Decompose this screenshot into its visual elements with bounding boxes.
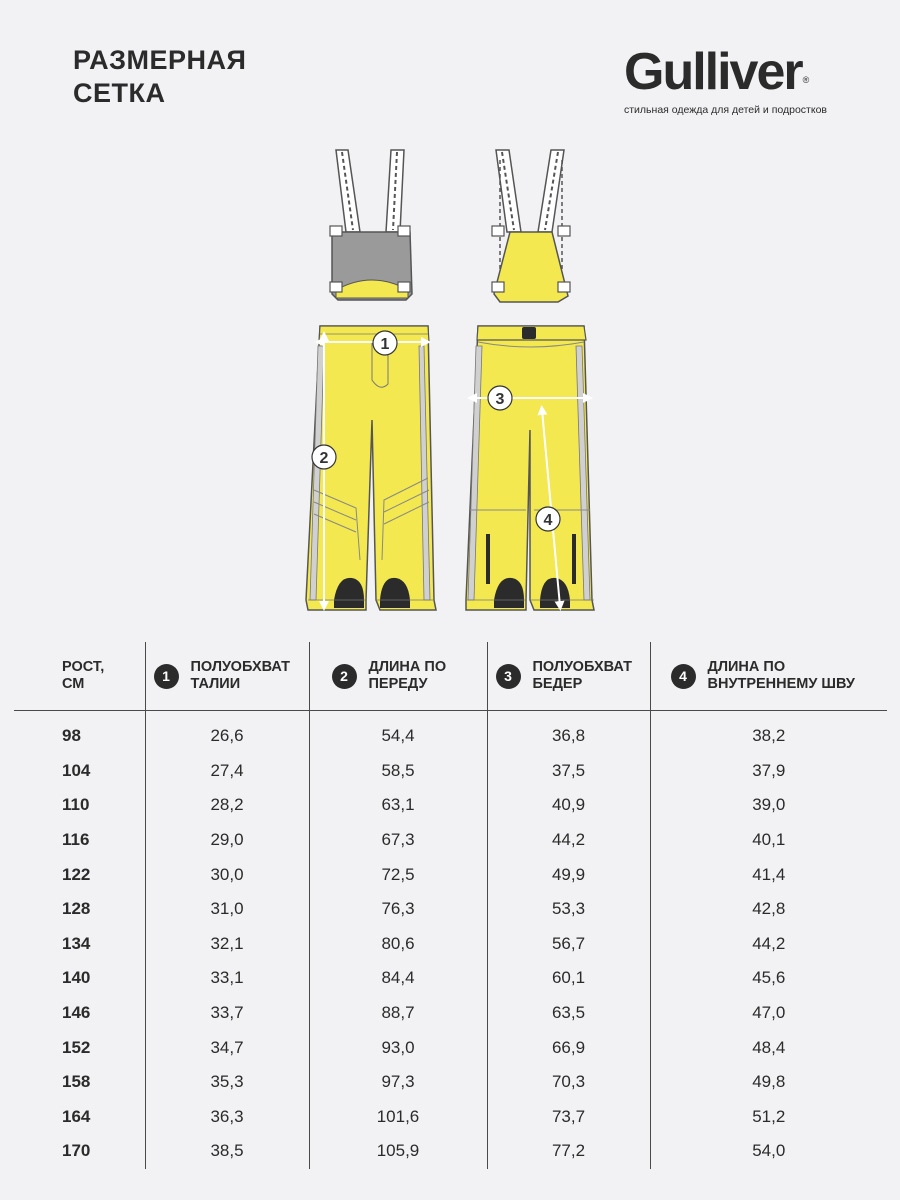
- front-length-cell: 84,4: [309, 961, 487, 996]
- table-row: [14, 1030, 887, 1065]
- front-length-cell: 58,5: [309, 754, 487, 789]
- inseam-cell: 38,2: [650, 711, 887, 754]
- inseam-cell: 40,1: [650, 823, 887, 858]
- height-cell: 134: [62, 933, 91, 953]
- header-hips-line1: ПОЛУОБХВАТ: [532, 659, 633, 675]
- front-length-cell: 97,3: [309, 1065, 487, 1100]
- front-length-cell: 76,3: [309, 892, 487, 927]
- header-inseam-number: 4: [671, 664, 696, 689]
- front-length-cell: 67,3: [309, 823, 487, 858]
- waist-cell: 30,0: [145, 857, 309, 892]
- back-bib: [494, 232, 568, 302]
- hips-cell: 70,3: [487, 1065, 650, 1100]
- size-table-body: [14, 711, 887, 1169]
- marker-3: 3: [495, 391, 505, 408]
- height-cell: 98: [62, 726, 81, 746]
- inseam-cell: 44,2: [650, 927, 887, 962]
- header-hips-line2: БЕДЕР: [532, 676, 583, 692]
- waist-cell: 31,0: [145, 892, 309, 927]
- inseam-cell: 49,8: [650, 1065, 887, 1100]
- page-title-line2: СЕТКА: [73, 78, 166, 108]
- back-view: [466, 150, 594, 610]
- waist-cell: 38,5: [145, 1134, 309, 1169]
- front-length-cell: 80,6: [309, 927, 487, 962]
- size-table-header: [14, 642, 887, 711]
- waist-cell: 33,1: [145, 961, 309, 996]
- waist-cell: 28,2: [145, 788, 309, 823]
- height-cell: 110: [62, 795, 90, 815]
- table-row: [14, 711, 887, 754]
- header-front-length: [309, 642, 487, 711]
- inseam-cell: 39,0: [650, 788, 887, 823]
- front-length-cell: 93,0: [309, 1030, 487, 1065]
- waist-cell: 36,3: [145, 1100, 309, 1135]
- header-height-line2: СМ: [62, 676, 85, 692]
- hips-cell: 73,7: [487, 1100, 650, 1135]
- header-front-length-line2: ПЕРЕДУ: [368, 676, 428, 692]
- hips-cell: 66,9: [487, 1030, 650, 1065]
- front-length-cell: 54,4: [309, 711, 487, 754]
- front-length-cell: 88,7: [309, 996, 487, 1031]
- inseam-cell: 48,4: [650, 1030, 887, 1065]
- table-row: [14, 857, 887, 892]
- inseam-cell: 41,4: [650, 857, 887, 892]
- header-front-length-number: 2: [332, 664, 357, 689]
- front-length-cell: 63,1: [309, 788, 487, 823]
- header-waist-line2: ТАЛИИ: [190, 676, 241, 692]
- table-row: [14, 892, 887, 927]
- header-hips-number: 3: [496, 664, 521, 689]
- header-height-line1: РОСТ,: [62, 659, 105, 675]
- inseam-cell: 37,9: [650, 754, 887, 789]
- front-straps: [336, 150, 404, 232]
- height-cell: 152: [62, 1037, 91, 1057]
- waist-cell: 33,7: [145, 996, 309, 1031]
- hips-cell: 53,3: [487, 892, 650, 927]
- page-title-line1: РАЗМЕРНАЯ: [73, 45, 247, 75]
- table-row: [14, 927, 887, 962]
- header-inseam-line2: ВНУТРЕННЕМУ ШВУ: [707, 676, 855, 692]
- marker-4: 4: [543, 512, 553, 529]
- header-waist-number: 1: [154, 664, 179, 689]
- table-row: [14, 823, 887, 858]
- front-length-cell: 72,5: [309, 857, 487, 892]
- hips-cell: 56,7: [487, 927, 650, 962]
- height-cell: 170: [62, 1141, 91, 1161]
- brand-tagline: стильная одежда для детей и подростков: [624, 104, 827, 116]
- height-cell: 128: [62, 899, 91, 919]
- waist-cell: 29,0: [145, 823, 309, 858]
- height-cell: 164: [62, 1106, 91, 1126]
- header-front-length-line1: ДЛИНА ПО: [368, 659, 447, 675]
- header-inseam: [650, 642, 887, 711]
- waist-cell: 27,4: [145, 754, 309, 789]
- marker-1: 1: [380, 336, 390, 353]
- header-waist: [145, 642, 309, 711]
- waist-cell: 32,1: [145, 927, 309, 962]
- header-hips: [487, 642, 650, 711]
- marker-2: 2: [319, 450, 329, 467]
- inseam-cell: 47,0: [650, 996, 887, 1031]
- front-length-cell: 105,9: [309, 1134, 487, 1169]
- waist-cell: 34,7: [145, 1030, 309, 1065]
- table-row: [14, 754, 887, 789]
- hips-cell: 49,9: [487, 857, 650, 892]
- hips-cell: 36,8: [487, 711, 650, 754]
- table-row: [14, 1065, 887, 1100]
- waist-cell: 26,6: [145, 711, 309, 754]
- front-view: [306, 150, 436, 610]
- hips-cell: 63,5: [487, 996, 650, 1031]
- table-row: [14, 1134, 887, 1169]
- size-table: [14, 642, 887, 1169]
- height-cell: 146: [62, 1003, 91, 1023]
- inseam-cell: 45,6: [650, 961, 887, 996]
- header-waist-line1: ПОЛУОБХВАТ: [190, 659, 291, 675]
- height-cell: 122: [62, 864, 91, 884]
- hips-cell: 40,9: [487, 788, 650, 823]
- height-cell: 158: [62, 1072, 91, 1092]
- brand-logo-word: Gulliver: [624, 43, 802, 101]
- header-height: [14, 642, 145, 711]
- height-cell: 116: [62, 830, 90, 850]
- table-row: [14, 961, 887, 996]
- table-row: [14, 996, 887, 1031]
- registered-mark: ®: [802, 75, 810, 85]
- waist-cell: 35,3: [145, 1065, 309, 1100]
- header-inseam-line1: ДЛИНА ПО: [707, 659, 786, 675]
- inseam-cell: 54,0: [650, 1134, 887, 1169]
- height-cell: 104: [62, 760, 91, 780]
- hips-cell: 37,5: [487, 754, 650, 789]
- height-cell: 140: [62, 968, 91, 988]
- inseam-cell: 42,8: [650, 892, 887, 927]
- hips-cell: 44,2: [487, 823, 650, 858]
- inseam-cell: 51,2: [650, 1100, 887, 1135]
- hips-cell: 60,1: [487, 961, 650, 996]
- hips-cell: 77,2: [487, 1134, 650, 1169]
- front-length-cell: 101,6: [309, 1100, 487, 1135]
- table-row: [14, 1100, 887, 1135]
- table-row: [14, 788, 887, 823]
